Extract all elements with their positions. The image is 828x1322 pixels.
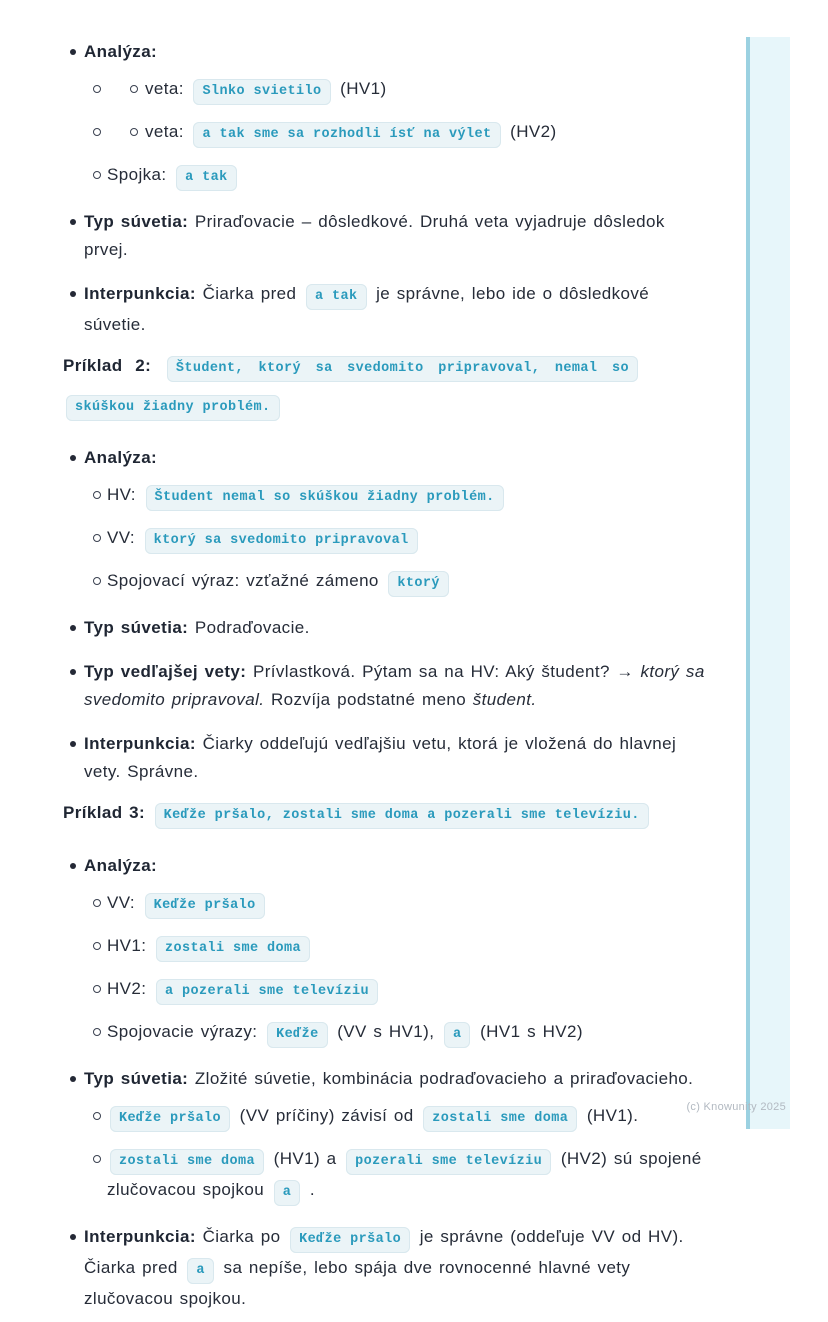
item-label: Analýza: <box>84 448 158 467</box>
item-text: Spojovacie výrazy: <box>107 1022 258 1041</box>
code-chip: Keďže pršalo <box>110 1106 230 1132</box>
item-text: Spojovací výraz: vzťažné zámeno <box>107 571 379 590</box>
circle-bullet-icon <box>130 128 138 136</box>
sub-bullet-item-hv1 <box>63 932 713 963</box>
code-chip: Študent, ktorý sa svedomito pripravoval, nemal so skúškou žiadny problém. <box>66 356 638 421</box>
item-label: Typ vedľajšej vety: <box>84 662 247 681</box>
sub-bullet-item-veta1 <box>63 75 713 106</box>
bullet-icon <box>70 625 76 631</box>
sub-bullet-item-vv-3 <box>63 889 713 920</box>
bullet-icon <box>70 741 76 747</box>
item-text: VV: <box>107 528 135 547</box>
item-text: . <box>309 1180 315 1199</box>
item-text: (HV2) sú spojené zlučovacou spojkou <box>107 1149 702 1199</box>
circle-bullet-icon <box>93 1112 101 1120</box>
code-chip: a tak sme sa rozhodli ísť na výlet <box>193 122 500 148</box>
bullet-icon <box>70 863 76 869</box>
code-chip: a <box>187 1258 214 1284</box>
bullet-item-typ-suvetia-1 <box>63 208 713 264</box>
code-chip: ktorý <box>388 571 449 597</box>
bullet-item-interpunkcia-3 <box>63 1223 713 1313</box>
item-label: Analýza: <box>84 856 158 875</box>
code-chip: zostali sme doma <box>423 1106 577 1132</box>
item-label: Typ súvetia: <box>84 1069 189 1088</box>
item-label: Interpunkcia: <box>84 1227 196 1246</box>
circle-bullet-icon <box>93 534 101 542</box>
bullet-item-typ-suvetia-2 <box>63 614 713 642</box>
item-text: Rozvíja podstatné meno <box>271 690 467 709</box>
document-content <box>63 38 713 1322</box>
circle-bullet-icon <box>93 577 101 585</box>
example-label: Príklad 2: <box>63 356 152 375</box>
item-text: Spojka: <box>107 165 167 184</box>
item-label: Interpunkcia: <box>84 284 196 303</box>
item-text: HV2: <box>107 979 147 998</box>
circle-bullet-icon <box>93 1155 101 1163</box>
item-text: (HV1). <box>586 1106 639 1125</box>
item-text: Podraďovacie. <box>194 618 310 637</box>
circle-bullet-icon <box>93 491 101 499</box>
code-chip: Keďže pršalo, zostali sme doma a pozerali sme televíziu. <box>155 803 649 829</box>
bullet-item-typ-suvetia-3 <box>63 1065 713 1093</box>
bullet-icon <box>70 49 76 55</box>
sub-bullet-item-hv <box>63 481 713 512</box>
item-text: (VV príčiny) závisí od <box>239 1106 414 1125</box>
watermark: (c) Knowunity 2025 <box>686 1101 786 1113</box>
sub-bullet-item-vv <box>63 524 713 555</box>
item-text: Čiarky oddeľujú vedľajšiu vetu, ktorá je vložená do hlavnej vety. Správne. <box>84 734 677 781</box>
item-text: veta: <box>145 122 184 141</box>
bullet-icon <box>70 669 76 675</box>
bullet-icon <box>70 455 76 461</box>
sub-bullet-item-spojka <box>63 161 713 192</box>
item-text: HV1: <box>107 936 147 955</box>
bullet-item-analyza-2 <box>63 444 713 472</box>
item-text: je správne (oddeľuje VV od HV). Čiarka pred <box>84 1227 684 1277</box>
item-label: Interpunkcia: <box>84 734 196 753</box>
code-chip: a <box>274 1180 301 1206</box>
item-text: Zložité súvetie, kombinácia podraďovacieho a priraďovacieho. <box>194 1069 694 1088</box>
item-text: Priraďovacie – dôsledkové. Druhá veta vyjadruje dôsledok prvej. <box>84 212 665 259</box>
code-chip: zostali sme doma <box>156 936 310 962</box>
item-text: je správne, lebo ide o dôsledkové súvetie. <box>84 284 650 334</box>
code-chip: a pozerali sme televíziu <box>156 979 378 1005</box>
circle-bullet-icon <box>93 985 101 993</box>
item-text: sa nepíše, lebo spája dve rovnocenné hlavné vety zlučovacou spojkou. <box>84 1258 631 1308</box>
circle-bullet-icon <box>93 1028 101 1036</box>
bullet-item-interpunkcia-1 <box>63 280 713 339</box>
code-chip: Slnko svietilo <box>193 79 330 105</box>
sub-bullet-item-spojovacie-vyrazy <box>63 1018 713 1049</box>
code-chip: pozerali sme televíziu <box>346 1149 551 1175</box>
item-text: Čiarka pred <box>202 284 297 303</box>
example-3-heading <box>63 795 713 834</box>
item-label: Typ súvetia: <box>84 618 189 637</box>
bullet-icon <box>70 291 76 297</box>
circle-bullet-icon <box>93 899 101 907</box>
code-chip: a <box>444 1022 471 1048</box>
right-accent-bar <box>746 37 790 1129</box>
sub-bullet-item-veta2 <box>63 118 713 149</box>
code-chip: Keďže pršalo <box>290 1227 410 1253</box>
sub-bullet-item-zavislost <box>63 1102 713 1133</box>
item-label: Typ súvetia: <box>84 212 189 231</box>
code-chip: zostali sme doma <box>110 1149 264 1175</box>
code-chip: Keďže <box>267 1022 328 1048</box>
sub-bullet-item-spojenie <box>63 1145 713 1207</box>
bullet-item-typ-vedlajsej-vety <box>63 658 713 714</box>
item-text: (HV1) a <box>273 1149 337 1168</box>
bullet-item-analyza-1 <box>63 38 713 66</box>
example-label: Príklad 3: <box>63 803 146 822</box>
item-text: (VV s HV1), <box>337 1022 435 1041</box>
sub-bullet-item-hv2 <box>63 975 713 1006</box>
circle-bullet-icon <box>93 128 101 136</box>
bullet-icon <box>70 1076 76 1082</box>
item-text-italic: študent. <box>472 690 537 709</box>
circle-bullet-icon <box>93 85 101 93</box>
item-text: (HV1 s HV2) <box>480 1022 583 1041</box>
code-chip: Keďže pršalo <box>145 893 265 919</box>
item-text: Prívlastková. Pýtam sa na HV: Aký študent? → <box>252 662 634 681</box>
code-chip: a tak <box>176 165 237 191</box>
circle-bullet-icon <box>130 85 138 93</box>
item-text: (HV2) <box>510 122 557 141</box>
circle-bullet-icon <box>93 942 101 950</box>
code-chip: Študent nemal so skúškou žiadny problém. <box>146 485 504 511</box>
code-chip: ktorý sa svedomito pripravoval <box>145 528 418 554</box>
bullet-icon <box>70 219 76 225</box>
item-text: HV: <box>107 485 136 504</box>
example-2-heading <box>63 348 641 426</box>
circle-bullet-icon <box>93 171 101 179</box>
item-text-italic: ktorý sa svedomito pripravoval. <box>84 662 705 709</box>
item-label: Analýza: <box>84 42 158 61</box>
item-text: veta: <box>145 79 184 98</box>
item-text: (HV1) <box>340 79 387 98</box>
sub-bullet-item-spojovaci-vyraz <box>63 567 713 598</box>
item-text: VV: <box>107 893 135 912</box>
bullet-icon <box>70 1234 76 1240</box>
code-chip: a tak <box>306 284 367 310</box>
bullet-item-interpunkcia-2 <box>63 730 713 786</box>
bullet-item-analyza-3 <box>63 852 713 880</box>
item-text: Čiarka po <box>202 1227 281 1246</box>
